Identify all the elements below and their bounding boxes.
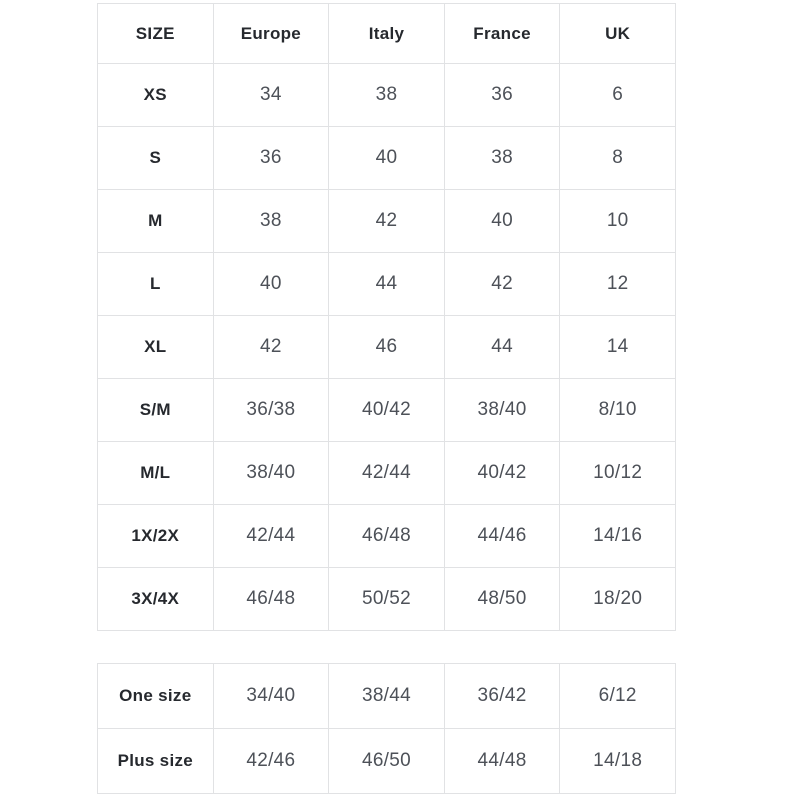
- size-value-cell: 44/48: [444, 729, 560, 794]
- header-cell-uk: UK: [560, 4, 676, 64]
- size-value-cell: 36/42: [444, 664, 560, 729]
- header-cell-size: SIZE: [98, 4, 214, 64]
- size-table-body: [98, 64, 676, 631]
- size-value-cell: 42/44: [329, 442, 445, 505]
- row-label-cell: XS: [98, 64, 214, 127]
- size-value-cell: 36/38: [213, 379, 329, 442]
- size-value-cell: 18/20: [560, 568, 676, 631]
- row-label-cell: One size: [98, 664, 214, 729]
- size-value-cell: 46/50: [329, 729, 445, 794]
- table-row: [98, 442, 676, 505]
- size-value-cell: 14/16: [560, 505, 676, 568]
- size-value-cell: 46/48: [329, 505, 445, 568]
- size-value-cell: 40/42: [329, 379, 445, 442]
- size-value-cell: 50/52: [329, 568, 445, 631]
- table-row: [98, 253, 676, 316]
- size-value-cell: 38/44: [329, 664, 445, 729]
- size-value-cell: 6: [560, 64, 676, 127]
- table-row: [98, 664, 676, 729]
- row-label-cell: L: [98, 253, 214, 316]
- size-value-cell: 40: [329, 127, 445, 190]
- row-label-cell: 1X/2X: [98, 505, 214, 568]
- size-value-cell: 44/46: [444, 505, 560, 568]
- size-value-cell: 38: [213, 190, 329, 253]
- one-size-plus-size-table: [97, 663, 676, 794]
- size-value-cell: 40/42: [444, 442, 560, 505]
- header-cell-italy: Italy: [329, 4, 445, 64]
- table-row: [98, 127, 676, 190]
- size-value-cell: 38: [444, 127, 560, 190]
- size-value-cell: 10: [560, 190, 676, 253]
- size-value-cell: 10/12: [560, 442, 676, 505]
- row-label-cell: 3X/4X: [98, 568, 214, 631]
- size-value-cell: 34/40: [213, 664, 329, 729]
- size-value-cell: 8/10: [560, 379, 676, 442]
- table-row: [98, 64, 676, 127]
- size-value-cell: 44: [444, 316, 560, 379]
- size-value-cell: 36: [213, 127, 329, 190]
- size-value-cell: 6/12: [560, 664, 676, 729]
- size-conversion-table: [97, 3, 676, 631]
- row-label-cell: Plus size: [98, 729, 214, 794]
- size-value-cell: 42/46: [213, 729, 329, 794]
- size-value-cell: 14/18: [560, 729, 676, 794]
- size-value-cell: 44: [329, 253, 445, 316]
- header-cell-france: France: [444, 4, 560, 64]
- row-label-cell: S/M: [98, 379, 214, 442]
- size-value-cell: 38/40: [444, 379, 560, 442]
- row-label-cell: XL: [98, 316, 214, 379]
- size-value-cell: 38: [329, 64, 445, 127]
- size-value-cell: 46: [329, 316, 445, 379]
- table-row: [98, 505, 676, 568]
- size-value-cell: 48/50: [444, 568, 560, 631]
- table-row: [98, 729, 676, 794]
- size-value-cell: 14: [560, 316, 676, 379]
- size-value-cell: 42/44: [213, 505, 329, 568]
- header-cell-europe: Europe: [213, 4, 329, 64]
- size-value-cell: 46/48: [213, 568, 329, 631]
- size-value-cell: 12: [560, 253, 676, 316]
- table-row: [98, 379, 676, 442]
- header-row: [98, 4, 676, 64]
- special-sizes-body: [98, 664, 676, 794]
- size-value-cell: 34: [213, 64, 329, 127]
- size-value-cell: 40: [213, 253, 329, 316]
- size-value-cell: 8: [560, 127, 676, 190]
- size-value-cell: 40: [444, 190, 560, 253]
- row-label-cell: S: [98, 127, 214, 190]
- row-label-cell: M/L: [98, 442, 214, 505]
- size-value-cell: 42: [213, 316, 329, 379]
- row-label-cell: M: [98, 190, 214, 253]
- size-value-cell: 36: [444, 64, 560, 127]
- size-value-cell: 42: [444, 253, 560, 316]
- size-value-cell: 38/40: [213, 442, 329, 505]
- size-value-cell: 42: [329, 190, 445, 253]
- size-table-header: [98, 4, 676, 64]
- table-row: [98, 568, 676, 631]
- table-row: [98, 316, 676, 379]
- table-row: [98, 190, 676, 253]
